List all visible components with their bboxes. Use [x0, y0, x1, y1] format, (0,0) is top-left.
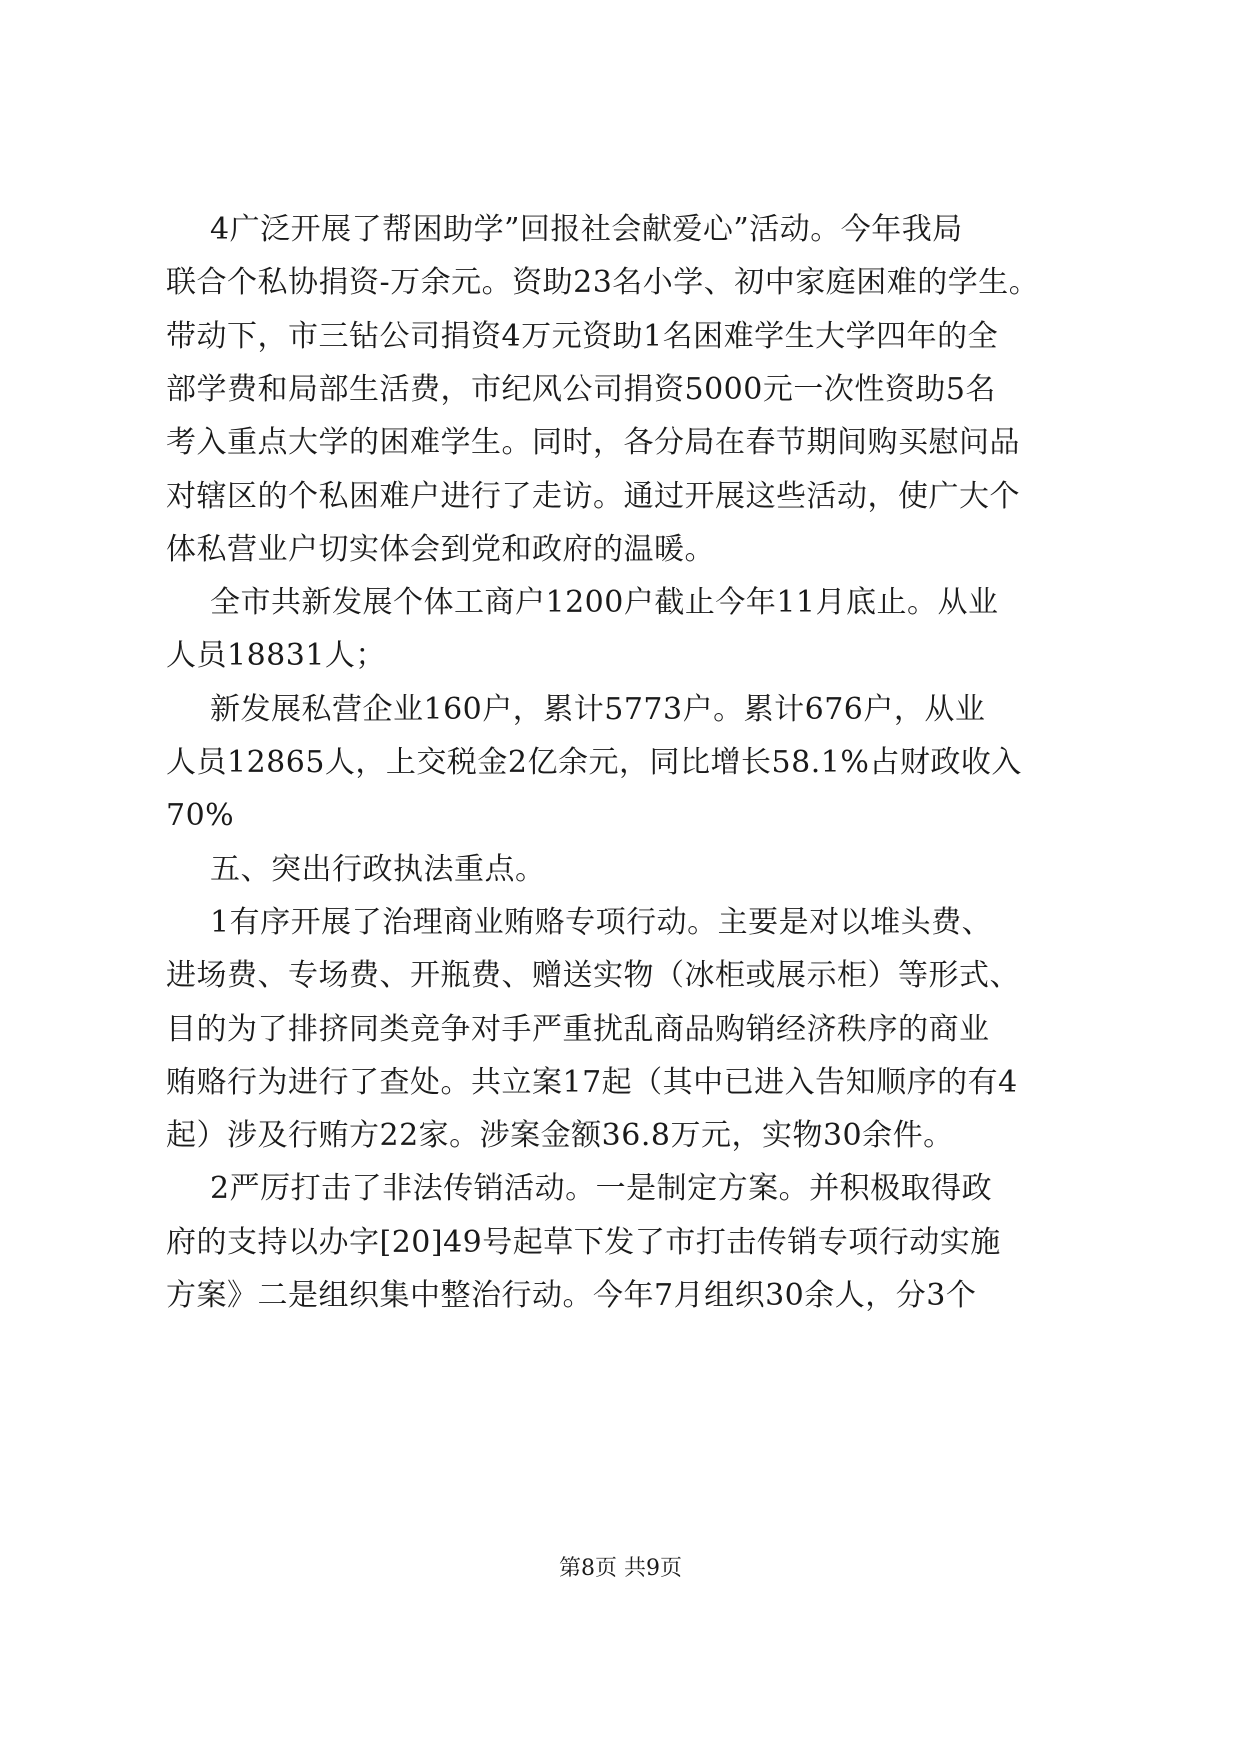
text-line: 贿赂行为进行了查处。共立案17起（其中已进入告知顺序的有4: [166, 1064, 1018, 1100]
text-line: 联合个私协捐资-万余元。资助23名小学、初中家庭困难的学生。: [166, 265, 1040, 301]
text-line: 1有序开展了治理商业贿赂专项行动。主要是对以堆头费、: [210, 904, 993, 940]
text-line: 2严厉打击了非法传销活动。一是制定方案。并积极取得政: [210, 1171, 993, 1207]
text-line: 对辖区的个私困难户进行了走访。通过开展这些活动，使广大个: [166, 478, 1020, 514]
text-line: 五、突出行政执法重点。: [210, 851, 546, 887]
text-line: 起）涉及行贿方22家。涉案金额36.8万元，实物30余件。: [166, 1118, 954, 1154]
text-line: 4广泛开展了帮困助学”回报社会献爱心”活动。今年我局: [210, 212, 963, 247]
page-footer: 第8页 共9页: [559, 1556, 682, 1581]
text-line: 人员18831人；: [166, 638, 386, 674]
text-line: 进场费、专场费、开瓶费、赠送实物（冰柜或展示柜）等形式、: [166, 958, 1020, 994]
text-line: 全市共新发展个体工商户1200户截止今年11月底止。从业: [210, 585, 999, 621]
text-line: 带动下，市三钻公司捐资4万元资助1名困难学生大学四年的全: [166, 318, 999, 354]
text-line: 部学费和局部生活费，市纪风公司捐资5000元一次性资助5名: [166, 371, 996, 407]
text-line: 70%: [166, 798, 235, 834]
text-line: 新发展私营企业160户，累计5773户。累计676户，从业: [210, 691, 986, 727]
text-line: 考入重点大学的困难学生。同时，各分局在春节期间购买慰问品: [166, 425, 1020, 461]
text-line: 体私营业户切实体会到党和政府的温暖。: [166, 531, 715, 567]
text-line: 方案》二是组织集中整治行动。今年7月组织30余人，分3个: [166, 1278, 977, 1313]
text-line: 人员12865人，上交税金2亿余元，同比增长58.1%占财政收入: [166, 745, 1022, 780]
text-line: 府的支持以办字[20]49号起草下发了市打击传销专项行动实施: [166, 1224, 1001, 1260]
text-line: 目的为了排挤同类竞争对手严重扰乱商品购销经济秩序的商业: [166, 1011, 990, 1047]
